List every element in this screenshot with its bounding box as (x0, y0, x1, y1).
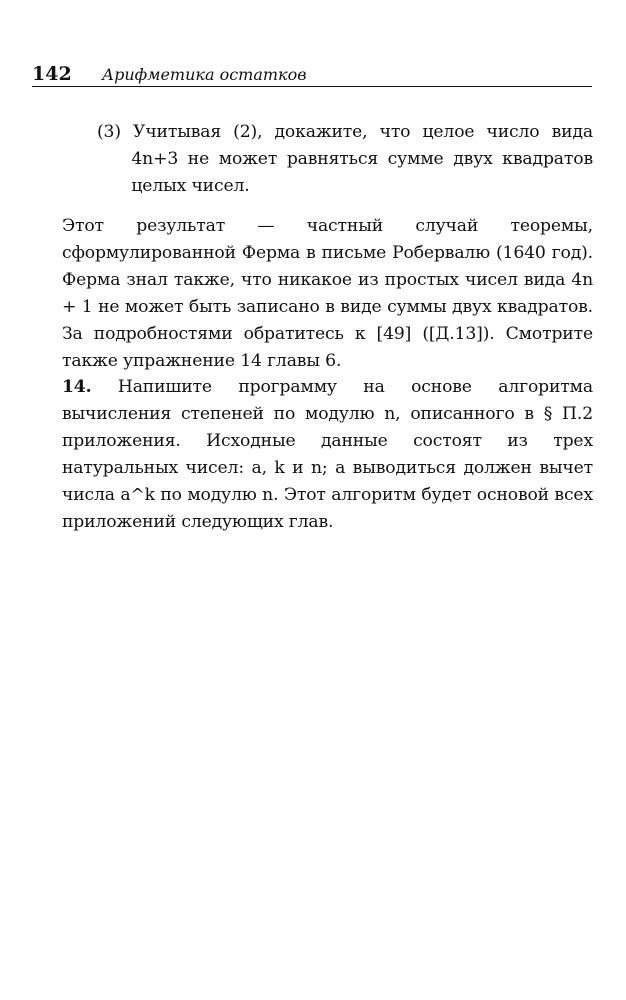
exercise-14-text: Напишите программу на основе алгоритма вычисления степеней по модулю n, описанного в § П.2 приложения. Исходные данные состоят из трех натуральных чисел: a, k и n; а выводиться должен вычет числа a^k по модулю n. Этот алгоритм будет основой всех приложений следующих глав. (62, 377, 593, 532)
exercise-14 (62, 374, 593, 536)
exercise-14-number: 14. (62, 377, 92, 397)
chapter-title: Арифметика остатков (102, 65, 307, 84)
paragraph-fermat: Этот результат — частный случай теоремы, сформулированной Ферма в письме Робервалю (1640 год). Ферма знал также, что никакое из простых чисел вида 4n + 1 не может быть записано в виде суммы двух квадратов. За подробностями обратитесь к [49] ([Д.13]). Смотрите также упражнение 14 главы 6. (62, 216, 593, 371)
page-number: 142 (32, 63, 72, 85)
exercise-item-3 (97, 119, 593, 200)
item-3-label: (3) (97, 122, 121, 142)
item-3-text: Учитывая (2), докажите, что целое число вида 4n+3 не может равняться сумме двух квадратов целых чисел. (131, 122, 593, 196)
running-head (32, 62, 592, 87)
